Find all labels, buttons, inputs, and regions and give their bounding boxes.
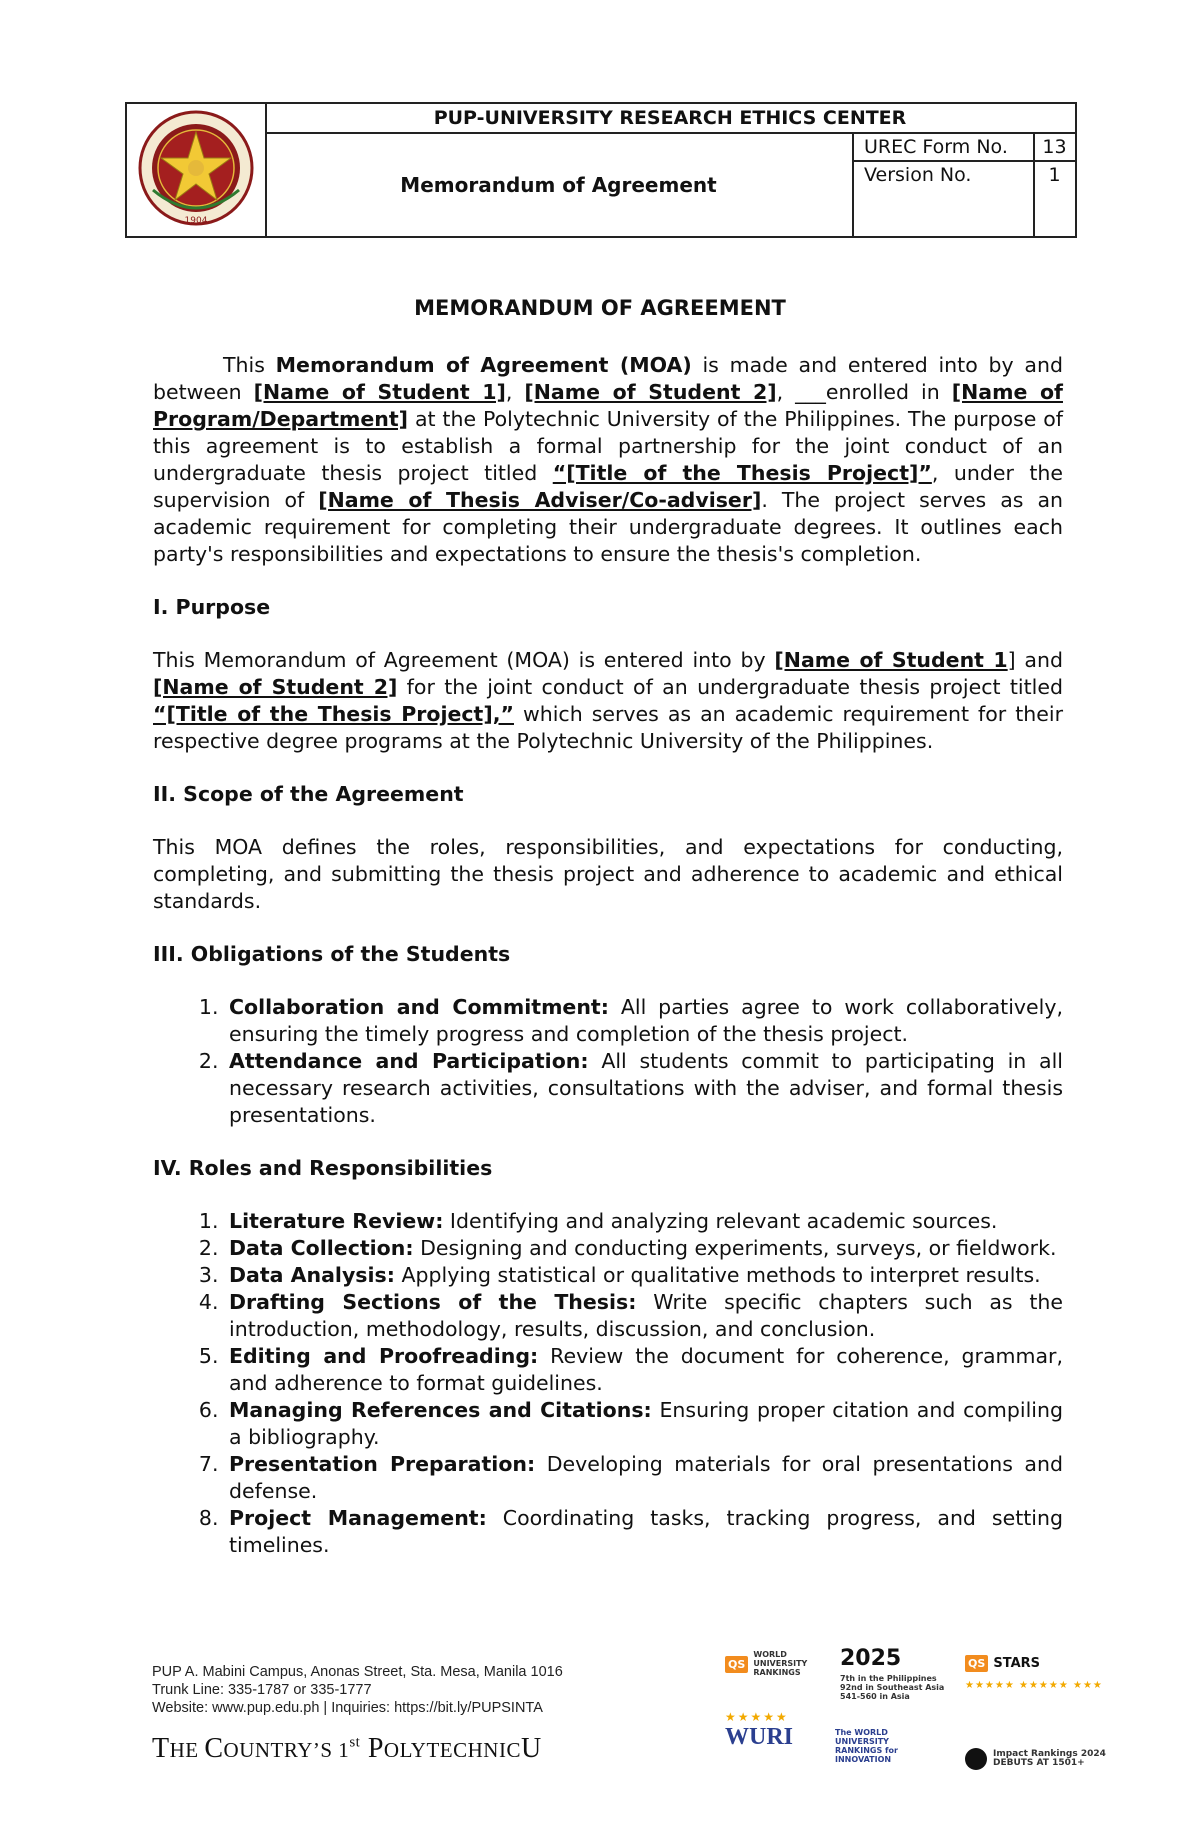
list-item: 2. Attendance and Participation: All students commit to participating in all necessary research activities, consultations with the adviser, and formal thesis presentations. [225, 1048, 1063, 1129]
wuri-text: The WORLD UNIVERSITY RANKINGS for INNOVATION [835, 1728, 898, 1764]
list-item: 6. Managing References and Citations: Ensuring proper citation and compiling a bibliography. [225, 1397, 1063, 1451]
pup-seal-icon [133, 108, 259, 232]
qs-stars-badge: QS STARS [965, 1652, 1040, 1672]
pup-seal [127, 104, 267, 236]
form-no-label: UREC Form No. [864, 136, 1008, 158]
form-no-value: 13 [1042, 136, 1067, 158]
impact-ranking-text: Impact Rankings 2024 DEBUTS AT 1501+ [993, 1749, 1106, 1768]
impact-ranking-icon [965, 1748, 987, 1770]
list-item: 5. Editing and Proofreading: Review the document for coherence, grammar, and adherence to format guidelines. [225, 1343, 1063, 1397]
roles-heading: IV. Roles and Responsibilities [153, 1156, 493, 1180]
form-title: Memorandum of Agreement [265, 134, 854, 236]
stars-icon: ★★★★★ [725, 1710, 789, 1724]
scope-paragraph: This MOA defines the roles, responsibilities, and expectations for conducting, completing, and submitting the thesis project and adherence to academic and ethical standards. [153, 835, 1063, 913]
ethics-center-title: PUP-UNIVERSITY RESEARCH ETHICS CENTER [265, 104, 1075, 134]
wuri-logo: WURI [725, 1724, 794, 1750]
roles-list [153, 1208, 1063, 1559]
purpose-paragraph: This Memorandum of Agreement (MOA) is entered into by [Name of Student 1] and [Name of Student 2] for the joint conduct of an undergraduate thesis project titled “[Title of the Thesis Project],” which serves as an academic requirement for their respective degree programs at the Polytechnic University of the Philippines. [153, 648, 1064, 753]
document-title: MEMORANDUM OF AGREEMENT [414, 296, 786, 320]
ranking-details: 7th in the Philippines 92nd in Southeast Asia 541-560 in Asia [840, 1674, 945, 1701]
version-value: 1 [1048, 164, 1061, 186]
list-item: 7. Presentation Preparation: Developing materials for oral presentations and defense. [225, 1451, 1063, 1505]
purpose-heading: I. Purpose [153, 595, 271, 619]
list-item: 4. Drafting Sections of the Thesis: Write specific chapters such as the introduction, methodology, results, discussion, and conclusion. [225, 1289, 1063, 1343]
obligations-heading: III. Obligations of the Students [153, 942, 511, 966]
svg-text:1904: 1904 [184, 216, 208, 226]
ranking-badges [725, 1646, 1155, 1785]
list-item: 3. Data Analysis: Applying statistical or qualitative methods to interpret results. [225, 1262, 1063, 1289]
form-meta [854, 134, 1075, 236]
list-item: 2. Data Collection: Designing and conducting experiments, surveys, or fieldwork. [225, 1235, 1063, 1262]
qs-wur-badge: QS WORLD UNIVERSITY RANKINGS [725, 1650, 830, 1677]
list-item: 8. Project Management: Coordinating tasks, tracking progress, and setting timelines. [225, 1505, 1063, 1559]
header-table [125, 102, 1077, 238]
stars-rating-icon: ★★★★★ ★★★★★ ★★★ [965, 1680, 1103, 1691]
motto: THE COUNTRY’S 1st POLYTECHNICU [152, 1733, 542, 1764]
footer-website: Website: www.pup.edu.ph | Inquiries: https://bit.ly/PUPSINTA [152, 1700, 543, 1716]
version-label: Version No. [864, 164, 972, 186]
footer-address: PUP A. Mabini Campus, Anonas Street, Sta. Mesa, Manila 1016 [152, 1664, 563, 1680]
intro-paragraph: This Memorandum of Agreement (MOA) is made and entered into by and between [Name of Student 1], [Name of Student 2], ___enrolled in [Name of Program/Department] at the Polytechnic University of the Philippines. The purpose of this agreement is to establish a formal partnership for the joint conduct of an undergraduate thesis project titled “[Title of the Thesis Project]”, under the supervision of [Name of Thesis Adviser/Co-adviser]. The project serves as an academic requirement for completing their undergraduate degrees. It outlines each party's responsibilities and expectations to ensure the thesis's completion. [153, 353, 1064, 566]
document-body [153, 352, 1063, 1585]
footer-contact [152, 1663, 563, 1717]
list-item: 1. Collaboration and Commitment: All parties agree to work collaboratively, ensuring the timely progress and completion of the thesis project. [225, 994, 1063, 1048]
footer-trunk-line: Trunk Line: 335-1787 or 335-1777 [152, 1682, 372, 1698]
ranking-year: 2025 [840, 1646, 902, 1671]
scope-heading: II. Scope of the Agreement [153, 782, 464, 806]
list-item: 1. Literature Review: Identifying and analyzing relevant academic sources. [225, 1208, 1063, 1235]
obligations-list [153, 994, 1063, 1129]
